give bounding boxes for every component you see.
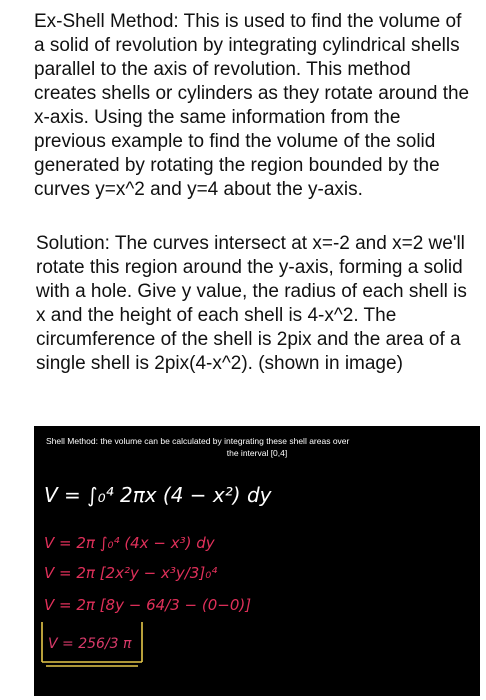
handwritten-line-1: V = ∫₀⁴ 2πx (4 − x²) dy: [44, 483, 272, 507]
solution-paragraph: Solution: The curves intersect at x=-2 and x=2 we'll rotate this region around the y-axis, forming a solid with a hole. Give y value, the radius of each shell is x and the height of each shell is 4-x^2. The circumference of the shell is 2pix and the area of a single shell is 2pix(4-x^2). (shown in image): [36, 233, 467, 374]
handwritten-line-4: V = 2π [8y − 64/3 − (0−0)]: [44, 596, 252, 614]
image-caption-line1: Shell Method: the volume can be calculated by integrating these shell areas over: [46, 436, 350, 446]
image-caption-line2: the interval [0,4]: [226, 448, 288, 458]
handwritten-line-2: V = 2π ∫₀⁴ (4x − x³) dy: [44, 534, 215, 552]
solution-image: [34, 426, 480, 696]
intro-paragraph: Ex-Shell Method: This is used to find the volume of a solid of revolution by integrating cylindrical shells parallel to the axis of revolution. This method creates shells or cylinders as they rotate around the x-axis. Using the same information from the previous example to find the volume of the solid generated by rotating the region bounded by the curves y=x^2 and y=4 about the y-axis.: [34, 11, 470, 200]
handwritten-work: [34, 426, 480, 696]
handwritten-line-3: V = 2π [2x²y − x³y/3]₀⁴: [44, 564, 218, 582]
handwritten-result: V = 256/3 π: [48, 636, 132, 652]
